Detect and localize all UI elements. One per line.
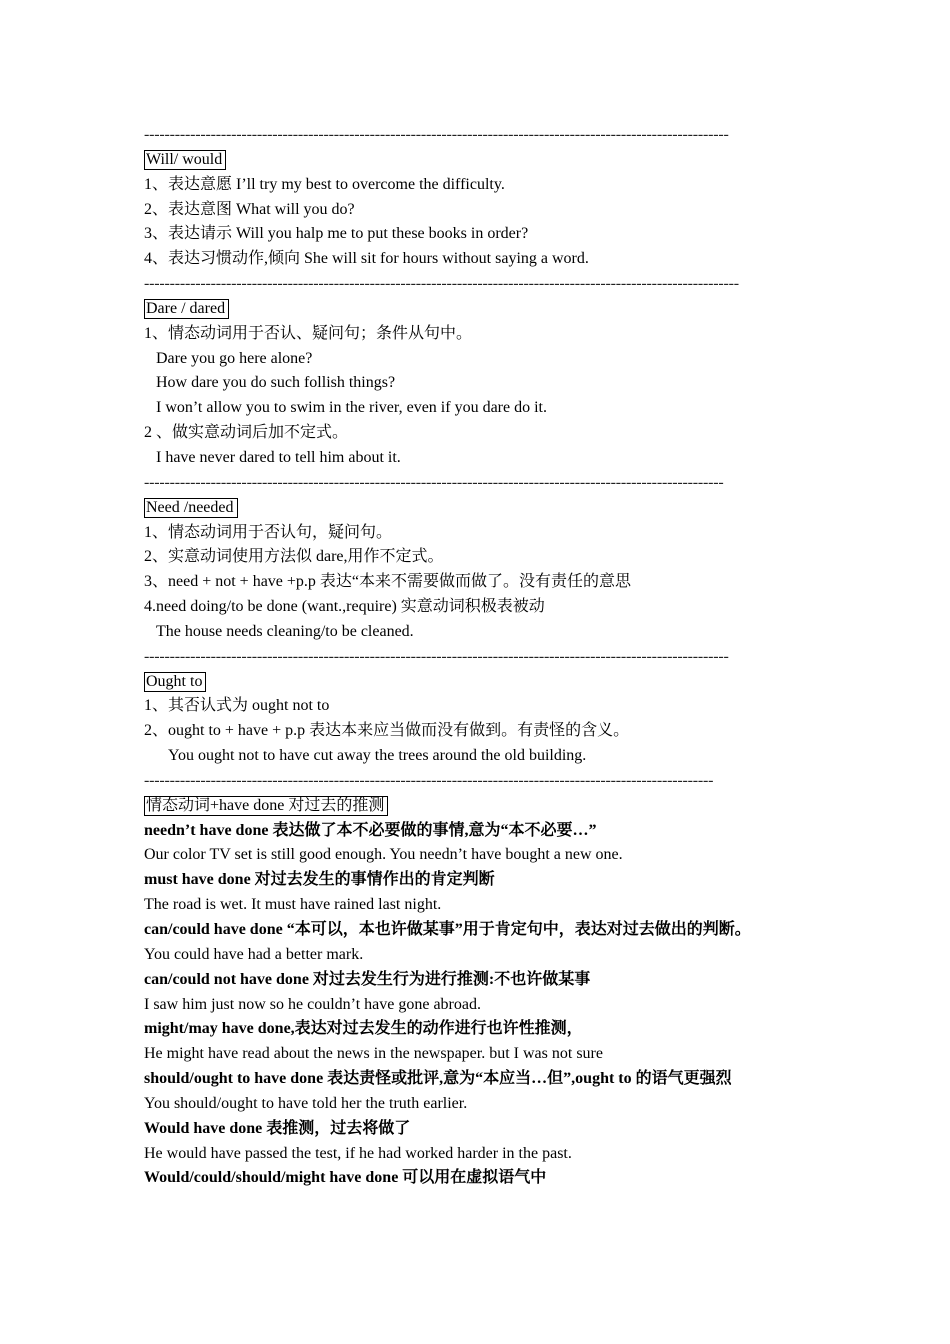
example-line: You could have had a better mark. bbox=[144, 945, 364, 963]
text-line: 1、情态动词用于否认句，疑问句。 bbox=[144, 523, 393, 541]
rule-line: might/may have done,表达对过去发生的动作进行也许性推测， bbox=[144, 1020, 583, 1038]
example-line: The house needs cleaning/to be cleaned. bbox=[156, 622, 414, 640]
separator-line: ----------------------------------------------------------------------------------------------------------------- bbox=[144, 473, 724, 491]
text-line: 2、实意动词使用方法似 dare,用作不定式。 bbox=[144, 548, 444, 566]
section-heading-dare-dared: Dare / dared bbox=[144, 299, 229, 319]
rule-line: should/ought to have done 表达责怪或批评,意为“本应当…但”,ought to 的语气更强烈 bbox=[144, 1070, 732, 1088]
rule-line: Would/could/should/might have done 可以用在虚拟语气中 bbox=[144, 1169, 547, 1187]
example-line: How dare you do such follish things? bbox=[156, 374, 396, 392]
example-line: I won’t allow you to swim in the river, even if you dare do it. bbox=[156, 399, 547, 417]
example-line: I saw him just now so he couldn’t have gone abroad. bbox=[144, 995, 481, 1013]
example-line: You should/ought to have told her the truth earlier. bbox=[144, 1094, 468, 1112]
text-line: 2、表达意图 What will you do? bbox=[144, 200, 355, 218]
text-line: 1、表达意愿 I’ll try my best to overcome the difficulty. bbox=[144, 175, 505, 193]
section-heading-need-needed: Need /needed bbox=[144, 498, 238, 518]
example-line: Dare you go here alone? bbox=[156, 349, 313, 367]
separator-line: ------------------------------------------------------------------------------------------------------------------ bbox=[144, 647, 729, 665]
section-heading-ought-to: Ought to bbox=[144, 672, 206, 692]
text-line: 3、need + not + have +p.p 表达“本来不需要做而做了。没有责任的意思 bbox=[144, 573, 632, 591]
rule-line: can/could not have done 对过去发生行为进行推测:不也许做某事 bbox=[144, 970, 591, 988]
rule-line: Would have done 表推测，过去将做了 bbox=[144, 1119, 411, 1137]
section-heading-will-would: Will/ would bbox=[144, 150, 226, 170]
text-line: 4.need doing/to be done (want.,require) 实意动词积极表被动 bbox=[144, 598, 545, 616]
rule-line: can/could have done “本可以，本也许做某事”用于肯定句中，表达对过去做出的判断。 bbox=[144, 921, 751, 938]
text-line: 1、其否认式为 ought not to bbox=[144, 697, 330, 715]
text-line: 2、ought to + have + p.p 表达本来应当做而没有做到。有责怪的含义。 bbox=[144, 722, 630, 740]
example-line: You ought not to have cut away the trees around the old building. bbox=[168, 747, 587, 765]
separator-line: -------------------------------------------------------------------------------------------------------------------- bbox=[144, 275, 739, 293]
text-line: 1、情态动词用于否认、疑问句；条件从句中。 bbox=[144, 324, 473, 342]
section-heading-modal-have-done: 情态动词+have done 对过去的推测 bbox=[144, 796, 388, 816]
example-line: He would have passed the test, if he had worked harder in the past. bbox=[144, 1144, 572, 1162]
example-line: He might have read about the news in the newspaper. but I was not sure bbox=[144, 1045, 603, 1063]
rule-line: must have done 对过去发生的事情作出的肯定判断 bbox=[144, 871, 495, 889]
example-line: I have never dared to tell him about it. bbox=[156, 448, 401, 466]
example-line: Our color TV set is still good enough. You needn’t have bought a new one. bbox=[144, 846, 623, 864]
separator-line: --------------------------------------------------------------------------------------------------------------- bbox=[144, 771, 714, 789]
text-line: 4、表达习惯动作,倾向 She will sit for hours without saying a word. bbox=[144, 250, 589, 268]
text-line: 2 、做实意动词后加不定式。 bbox=[144, 424, 349, 442]
separator-line: ------------------------------------------------------------------------------------------------------------------ bbox=[144, 126, 729, 143]
rule-line: needn’t have done 表达做了本不必要做的事情,意为“本不必要…” bbox=[144, 821, 597, 839]
example-line: The road is wet. It must have rained last night. bbox=[144, 896, 442, 914]
document-page bbox=[144, 123, 844, 1191]
text-line: 3、表达请示 Will you halp me to put these books in order? bbox=[144, 225, 529, 243]
